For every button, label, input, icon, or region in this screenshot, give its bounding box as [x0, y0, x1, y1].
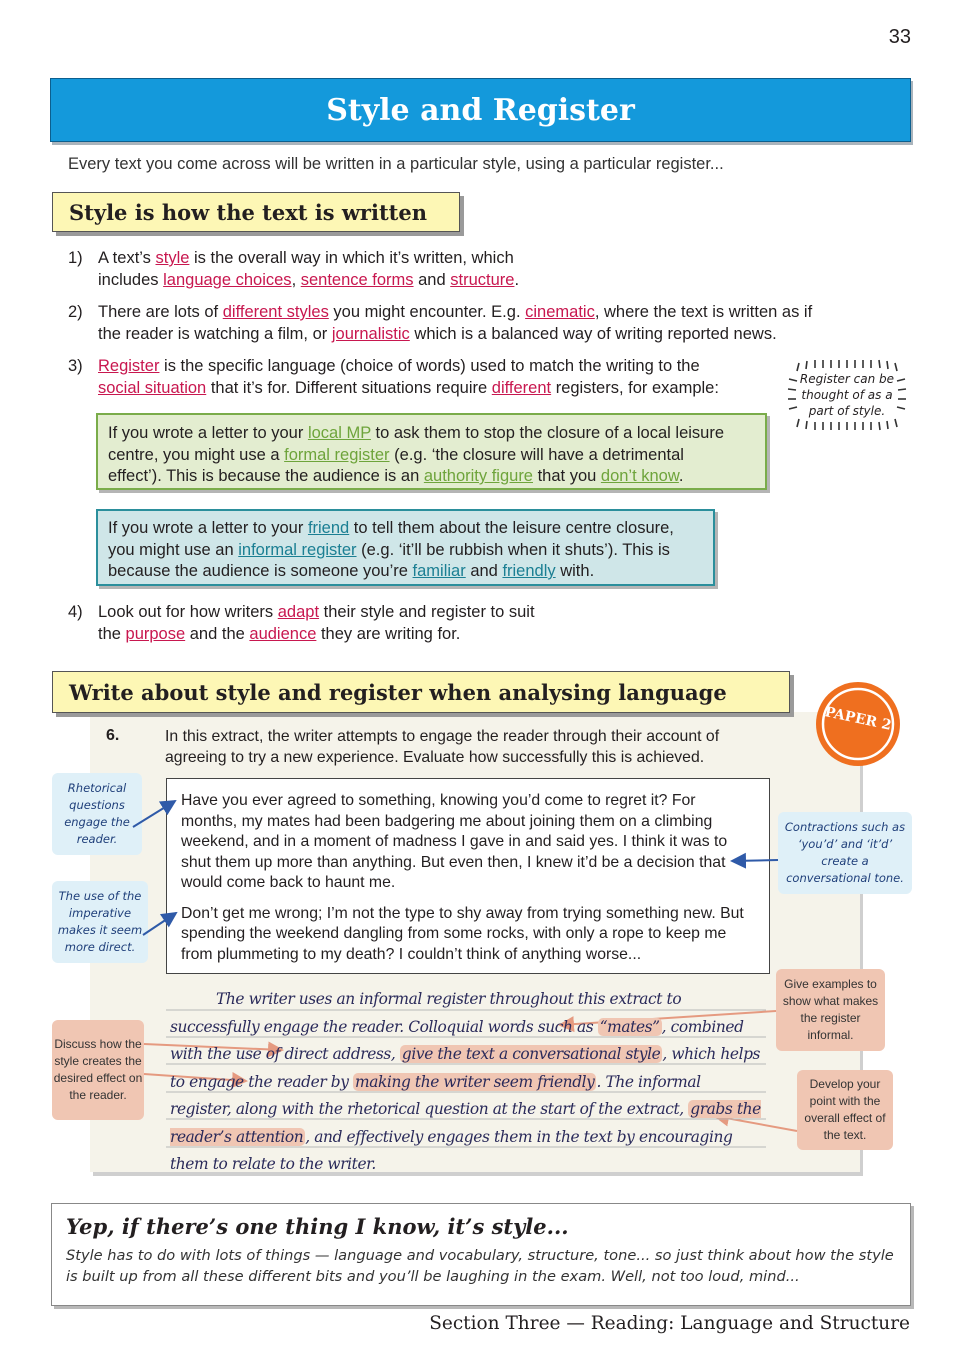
page-number: 33 — [888, 26, 911, 48]
keyword: purpose — [125, 624, 186, 643]
intro-text: Every text you come across will be written in a particular style, using a particular register... — [68, 155, 724, 173]
note-contractions: Contractions such as ‘you’d’ and ‘it’d’ create a conversational tone. — [778, 812, 912, 894]
keyword: social situation — [98, 378, 207, 397]
section-heading-style: Style is how the text is written — [52, 192, 460, 232]
keyword: formal register — [284, 445, 390, 464]
summary-title: Yep, if there’s one thing I know, it’s style... — [66, 1214, 569, 1239]
highlight: grabs the reader’s attention — [170, 1100, 761, 1146]
keyword: cinematic — [525, 303, 595, 321]
note-discuss: Discuss how the style creates the desired effect on the reader. — [52, 1020, 144, 1120]
list-item-3: 3) Register is the specific language (choice of words) used to match the writing to the social situation that it’s for. Different situations require different registers, for example: — [68, 357, 719, 397]
keyword: informal register — [238, 540, 357, 559]
note-rhetorical: Rhetorical questions engage the reader. — [52, 773, 142, 855]
list-item-2: 2) There are lots of different styles you might encounter. E.g. cinematic, where the text is written as if the reader is watching a film, or journalistic which is a balanced way of writing reported news. — [68, 303, 813, 343]
arrow-contractions — [732, 860, 778, 861]
note-examples: Give examples to show what makes the register informal. — [776, 969, 885, 1051]
arrow-rhetorical — [133, 801, 175, 827]
register-stamp-note: Register can be thought of as a part of style. — [787, 357, 907, 433]
keyword: familiar — [412, 562, 466, 580]
keyword: sentence forms — [300, 270, 414, 289]
note-imperative: The use of the imperative makes it seem more direct. — [52, 881, 148, 963]
keyword: language choices — [163, 270, 292, 289]
keyword: authority figure — [423, 467, 533, 485]
question-text: In this extract, the writer attempts to engage the reader through their account of agreeing to try a new experience. Evaluate how successfully this is achieved. — [165, 728, 720, 766]
model-answer: The writer uses an informal register throughout this extract to successfully engage the reader. Colloquial words such as “mates” , combined with the use of direct address, give the text a conversational style , which helps to engage the reader by making the writer seem friendly . The informal register, along with the rhetorical question at the start of the extract, grabs the reader’s attention , and effectively engages them in the text by encouraging them to relate to the writer. — [170, 990, 761, 1173]
section-label: Section Three — Reading: Language and Structure — [429, 1313, 910, 1334]
keyword: structure — [450, 270, 515, 289]
highlight: “mates” — [599, 1017, 660, 1036]
highlight: give the text a conversational style — [401, 1045, 661, 1063]
keyword: journalistic — [331, 324, 410, 343]
keyword: local MP — [307, 424, 371, 442]
list-item-4: 4) Look out for how writers adapt their style and register to suit the purpose and the audience they are writing for. — [68, 603, 535, 643]
note-develop: Develop your point with the overall effect of the text. — [797, 1070, 893, 1150]
keyword: don’t know — [600, 467, 679, 485]
keyword: style — [155, 249, 190, 267]
keyword: audience — [249, 624, 317, 643]
list-item-1: 1) A text’s style is the overall way in which it’s written, which includes language choices, sentence forms and structure. — [68, 249, 520, 289]
formal-register-example-box: If you wrote a letter to your local MP to ask them to stop the closure of a local leisure centre, you might use a formal register (e.g. ‘the closure will have a detrimental effect’). This is because the audience is an authority figure that you don’t know. — [96, 413, 767, 490]
summary-text: Style has to do with lots of things — language and vocabulary, structure, tone... so just think about how the style is built up from all these different bits and you’ll be laughing in the exam. Well, not too loud, mind... — [66, 1247, 894, 1285]
keyword: adapt — [277, 603, 320, 621]
arrow-imperative — [143, 913, 176, 935]
highlight: making the writer seem friendly — [355, 1072, 595, 1091]
page-title: Style and Register — [326, 92, 635, 128]
paper-badge: PAPER 2 — [815, 681, 901, 767]
keyword: different — [491, 378, 552, 397]
keyword: friendly — [502, 562, 556, 580]
informal-register-example-box: If you wrote a letter to your friend to tell them about the leisure centre closure, you might use an informal register (e.g. ‘it’ll be rubbish when it shuts’). This is because the audience is someone you’re familiar and friendly with. — [96, 509, 715, 586]
summary-box — [51, 1203, 911, 1306]
extract-paragraph: Don’t get me wrong; I’m not the type to shy away from trying something new. But spending the weekend dangling from some rocks, with only a rope to keep me from plummeting to my death? I couldn’t think of anything worse... — [181, 904, 744, 963]
section-heading-analysis: Write about style and register when analysing language — [52, 671, 790, 713]
keyword: friend — [307, 519, 350, 537]
keyword: Register — [98, 357, 160, 375]
keyword: different styles — [222, 303, 329, 321]
question-number: 6. — [106, 727, 120, 744]
extract-paragraph: Have you ever agreed to something, knowing you’d come to regret it? For months, my mates had been badgering me about joining them on a climbing weekend, and in a moment of madness I gave in and said yes. I think it was to shut them up more than anything. But even then, I knew it’d be a decision that would come back to haunt me. — [181, 792, 728, 891]
